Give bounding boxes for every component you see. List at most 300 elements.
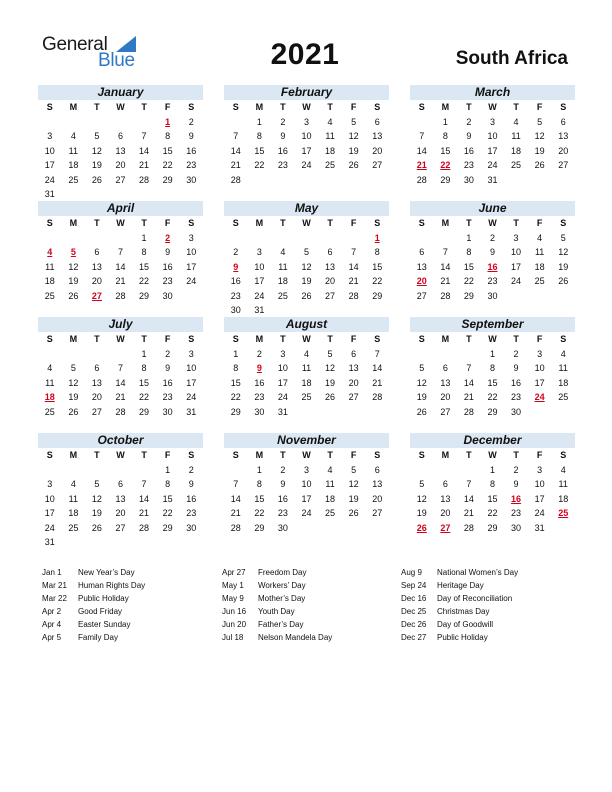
empty-cell <box>248 231 272 246</box>
weekday-label: T <box>327 450 333 460</box>
day: 26 <box>534 160 545 170</box>
day: 29 <box>372 290 383 301</box>
day: 3 <box>303 464 309 475</box>
day: 27 <box>115 522 126 533</box>
day: 30 <box>162 290 173 301</box>
month-june <box>410 201 575 303</box>
holiday-column <box>222 566 332 644</box>
weekday-label: T <box>94 102 100 112</box>
day: 29 <box>487 522 498 533</box>
day-grid <box>224 216 389 318</box>
day: 1 <box>442 116 448 127</box>
holiday-entry <box>401 631 518 644</box>
day: 14 <box>348 261 359 272</box>
holiday-column <box>42 566 145 644</box>
weekday-label: M <box>441 334 450 344</box>
day: 19 <box>416 508 427 518</box>
empty-cell <box>109 231 133 246</box>
day: 25 <box>68 522 79 533</box>
empty-cell <box>132 463 156 478</box>
weekday-label: S <box>560 334 567 344</box>
holiday-name: Father’s Day <box>258 620 304 629</box>
empty-cell <box>457 463 481 478</box>
day: 14 <box>230 493 241 504</box>
weekday-label: W <box>302 450 311 460</box>
day: 9 <box>513 479 519 489</box>
day: 19 <box>558 261 569 272</box>
day: 6 <box>327 247 333 257</box>
holiday-day: 9 <box>256 363 262 373</box>
day: 9 <box>165 363 171 373</box>
day: 1 <box>233 348 239 359</box>
month-may <box>224 201 389 318</box>
weekday-label: S <box>560 218 567 228</box>
day: 19 <box>348 493 359 504</box>
holiday-date: Mar 21 <box>42 581 67 590</box>
weekday-label: S <box>374 218 381 228</box>
weekday-label: M <box>69 218 78 228</box>
day: 26 <box>325 392 336 402</box>
day: 13 <box>91 261 102 272</box>
weekday-label: T <box>513 218 519 228</box>
day: 2 <box>188 116 194 127</box>
day: 11 <box>511 131 521 141</box>
empty-cell <box>132 115 156 130</box>
day: 13 <box>416 261 427 272</box>
day: 15 <box>162 145 173 156</box>
day: 20 <box>440 392 451 402</box>
day: 13 <box>372 479 383 489</box>
day: 8 <box>141 247 147 257</box>
weekday-label: F <box>536 218 543 228</box>
holiday-date: Apr 27 <box>222 568 246 577</box>
holiday-date: May 9 <box>222 594 244 603</box>
holiday-day: 16 <box>487 261 498 272</box>
empty-cell <box>109 463 133 478</box>
day: 10 <box>44 145 55 156</box>
day: 31 <box>534 522 545 533</box>
day: 5 <box>560 232 566 243</box>
day: 28 <box>139 522 150 533</box>
day: 20 <box>325 276 336 286</box>
day: 11 <box>325 131 335 141</box>
day: 13 <box>115 145 126 156</box>
day: 7 <box>117 247 123 257</box>
day: 30 <box>254 406 265 417</box>
weekday-label: F <box>164 102 171 112</box>
day: 12 <box>416 493 427 504</box>
day: 10 <box>186 363 197 373</box>
month-title: December <box>410 433 575 448</box>
day: 9 <box>489 247 495 257</box>
day: 9 <box>280 479 286 489</box>
day: 21 <box>348 276 359 286</box>
day: 19 <box>68 276 79 286</box>
day: 21 <box>463 508 474 518</box>
weekday-label: S <box>188 102 195 112</box>
weekday-label: S <box>374 334 381 344</box>
holiday-entry <box>401 605 518 618</box>
day: 12 <box>558 247 569 257</box>
weekday-label: T <box>94 450 100 460</box>
day: 5 <box>70 363 76 373</box>
holiday-name: Freedom Day <box>258 568 307 577</box>
month-title: May <box>224 201 389 216</box>
day: 11 <box>301 363 312 373</box>
day: 11 <box>558 479 568 489</box>
day: 21 <box>372 377 383 388</box>
empty-cell <box>224 463 248 478</box>
holiday-name: Mother’s Day <box>258 594 306 603</box>
day: 8 <box>466 247 472 257</box>
day: 1 <box>256 464 262 475</box>
holiday-day: 20 <box>416 276 427 286</box>
day: 14 <box>139 145 150 156</box>
holiday-name: Nelson Mandela Day <box>258 633 333 642</box>
holiday-name: Public Holiday <box>78 594 129 603</box>
day: 23 <box>511 508 522 518</box>
day: 9 <box>188 479 194 489</box>
weekday-label: T <box>466 450 472 460</box>
holiday-day: 9 <box>233 261 239 272</box>
weekday-label: W <box>116 102 125 112</box>
weekday-label: T <box>466 218 472 228</box>
day: 31 <box>254 305 265 315</box>
day: 24 <box>301 160 312 170</box>
weekday-label: W <box>116 218 125 228</box>
day: 3 <box>47 479 53 489</box>
day: 10 <box>254 261 265 272</box>
weekday-label: T <box>513 102 519 112</box>
holiday-name: Workers’ Day <box>258 581 306 590</box>
day: 29 <box>463 290 474 301</box>
weekday-label: F <box>536 102 543 112</box>
day: 6 <box>442 363 448 373</box>
month-january <box>38 85 203 202</box>
weekday-label: M <box>441 450 450 460</box>
day: 7 <box>117 363 123 373</box>
weekday-label: F <box>350 450 357 460</box>
month-november <box>224 433 389 535</box>
day: 17 <box>301 493 312 504</box>
day: 2 <box>233 247 239 257</box>
weekday-label: M <box>441 218 450 228</box>
day: 8 <box>489 363 495 373</box>
day: 21 <box>230 508 241 518</box>
holiday-name: Public Holiday <box>437 633 488 642</box>
day: 27 <box>91 406 102 417</box>
day: 8 <box>256 131 262 141</box>
holiday-entry <box>222 605 332 618</box>
day: 30 <box>186 522 197 533</box>
day: 17 <box>511 261 522 272</box>
day: 2 <box>466 116 472 127</box>
day: 30 <box>511 406 522 417</box>
weekday-label: S <box>418 218 425 228</box>
day: 19 <box>68 392 79 402</box>
day: 8 <box>233 363 239 373</box>
weekday-label: T <box>327 218 333 228</box>
day: 22 <box>254 160 265 170</box>
day: 17 <box>186 377 197 388</box>
day: 22 <box>487 508 498 518</box>
day: 6 <box>94 247 100 257</box>
day: 15 <box>254 493 265 504</box>
day: 16 <box>254 377 265 388</box>
day: 30 <box>230 305 241 315</box>
day: 17 <box>487 145 498 156</box>
day: 10 <box>186 247 197 257</box>
day: 23 <box>487 276 498 286</box>
day: 1 <box>141 348 147 359</box>
day: 31 <box>44 189 55 199</box>
day: 15 <box>139 261 150 272</box>
day: 7 <box>419 131 425 141</box>
holiday-day: 16 <box>511 493 522 504</box>
weekday-label: T <box>141 102 147 112</box>
day: 8 <box>256 479 262 489</box>
day: 29 <box>139 290 150 301</box>
day: 29 <box>254 522 265 533</box>
day: 3 <box>513 232 519 243</box>
logo-text-blue: Blue <box>98 50 135 71</box>
month-title: April <box>38 201 203 216</box>
day: 26 <box>68 290 79 301</box>
day: 23 <box>277 508 288 518</box>
day: 20 <box>372 145 383 156</box>
weekday-label: T <box>466 334 472 344</box>
day: 21 <box>115 276 126 286</box>
empty-cell <box>62 231 86 246</box>
day: 30 <box>511 522 522 533</box>
day: 25 <box>277 290 288 301</box>
day: 25 <box>558 392 569 402</box>
weekday-label: S <box>232 102 239 112</box>
day: 3 <box>256 247 262 257</box>
day: 3 <box>489 116 495 127</box>
month-march <box>410 85 575 187</box>
day: 29 <box>139 406 150 417</box>
holiday-date: Jun 20 <box>222 620 247 629</box>
day: 4 <box>560 464 566 475</box>
day: 17 <box>534 377 545 388</box>
day: 20 <box>115 508 126 518</box>
day: 15 <box>463 261 474 272</box>
day: 19 <box>416 392 427 402</box>
day: 25 <box>44 290 55 301</box>
day: 18 <box>325 145 336 156</box>
weekday-label: S <box>232 218 239 228</box>
empty-cell <box>85 115 109 130</box>
weekday-label: M <box>255 334 264 344</box>
holiday-entry <box>42 592 145 605</box>
day: 16 <box>186 493 197 504</box>
day: 30 <box>463 174 474 185</box>
day: 7 <box>141 479 147 489</box>
month-december <box>410 433 575 535</box>
day: 4 <box>327 116 333 127</box>
empty-cell <box>85 347 109 362</box>
day: 29 <box>230 406 241 417</box>
day: 19 <box>301 276 312 286</box>
holiday-name: New Year’s Day <box>78 568 135 577</box>
day: 26 <box>91 522 102 533</box>
day: 4 <box>327 464 333 475</box>
holiday-day: 26 <box>416 522 427 533</box>
day: 18 <box>558 493 569 504</box>
day: 26 <box>558 276 569 286</box>
holiday-entry <box>222 592 332 605</box>
month-august <box>224 317 389 419</box>
day: 11 <box>558 363 568 373</box>
holiday-day: 5 <box>70 247 76 257</box>
day: 7 <box>233 131 239 141</box>
day: 5 <box>94 479 100 489</box>
holiday-day: 1 <box>165 116 171 127</box>
day: 26 <box>301 290 312 301</box>
day: 11 <box>278 261 288 272</box>
empty-cell <box>85 231 109 246</box>
day: 28 <box>372 392 383 402</box>
day: 22 <box>372 276 383 286</box>
day: 11 <box>534 247 545 257</box>
weekday-label: F <box>350 102 357 112</box>
day-grid <box>410 448 575 535</box>
day: 28 <box>440 290 451 301</box>
day: 21 <box>115 392 126 402</box>
day: 4 <box>70 479 76 489</box>
day: 18 <box>68 508 79 518</box>
empty-cell <box>434 463 458 478</box>
day: 13 <box>440 493 451 504</box>
weekday-label: T <box>94 334 100 344</box>
day: 3 <box>188 348 194 359</box>
empty-cell <box>38 231 62 246</box>
day: 13 <box>558 131 569 141</box>
day: 12 <box>348 131 359 141</box>
day: 7 <box>442 247 448 257</box>
weekday-label: W <box>488 218 497 228</box>
weekday-label: W <box>302 102 311 112</box>
holiday-entry <box>42 618 145 631</box>
day: 1 <box>466 232 472 243</box>
day: 24 <box>186 392 197 402</box>
day: 31 <box>487 174 498 185</box>
empty-cell <box>109 115 133 130</box>
day: 29 <box>162 174 173 185</box>
day: 23 <box>277 160 288 170</box>
holiday-date: Apr 2 <box>42 607 62 616</box>
day: 20 <box>115 160 126 170</box>
day: 22 <box>230 392 241 402</box>
day: 10 <box>277 363 288 373</box>
day: 5 <box>419 363 425 373</box>
day: 20 <box>558 145 569 156</box>
day: 6 <box>419 247 425 257</box>
day: 15 <box>487 493 498 504</box>
day: 23 <box>186 160 197 170</box>
weekday-label: S <box>418 334 425 344</box>
weekday-label: M <box>69 334 78 344</box>
day: 20 <box>372 493 383 504</box>
day: 18 <box>68 160 79 170</box>
day: 14 <box>139 493 150 504</box>
day: 12 <box>301 261 312 272</box>
day-grid <box>38 100 203 202</box>
holiday-day: 1 <box>374 232 380 243</box>
day: 11 <box>325 479 335 489</box>
day: 20 <box>91 276 102 286</box>
holiday-day: 4 <box>47 247 53 257</box>
holiday-day: 25 <box>558 508 569 518</box>
day: 3 <box>188 232 194 243</box>
day: 8 <box>165 131 171 141</box>
month-title: March <box>410 85 575 100</box>
weekday-label: M <box>69 102 78 112</box>
day: 28 <box>115 406 126 417</box>
day: 3 <box>537 464 543 475</box>
day: 9 <box>188 131 194 141</box>
day: 7 <box>374 348 380 359</box>
day: 14 <box>115 261 126 272</box>
holiday-entry <box>222 618 332 631</box>
day: 16 <box>162 261 173 272</box>
day: 2 <box>256 348 262 359</box>
day: 27 <box>416 290 427 301</box>
weekday-label: T <box>141 334 147 344</box>
day: 10 <box>44 493 55 504</box>
day: 4 <box>303 348 309 359</box>
day-grid <box>38 216 203 303</box>
day: 28 <box>230 174 241 185</box>
holiday-name: Day of Reconciliation <box>437 594 513 603</box>
empty-cell <box>410 347 434 362</box>
day: 8 <box>141 363 147 373</box>
day: 1 <box>165 464 171 475</box>
day: 30 <box>162 406 173 417</box>
month-july <box>38 317 203 419</box>
day: 9 <box>280 131 286 141</box>
holiday-entry <box>401 592 518 605</box>
day: 8 <box>165 479 171 489</box>
day: 16 <box>162 377 173 388</box>
day: 4 <box>560 348 566 359</box>
holiday-date: Jun 16 <box>222 607 247 616</box>
day: 2 <box>280 116 286 127</box>
day: 14 <box>115 377 126 388</box>
holiday-date: Dec 16 <box>401 594 427 603</box>
holiday-day: 2 <box>165 232 171 243</box>
day: 25 <box>44 406 55 417</box>
day: 5 <box>94 131 100 141</box>
country-name: South Africa <box>455 48 568 69</box>
day: 7 <box>351 247 357 257</box>
holiday-name: Christmas Day <box>437 607 490 616</box>
weekday-label: W <box>302 218 311 228</box>
day: 28 <box>115 290 126 301</box>
weekday-label: W <box>488 334 497 344</box>
month-title: November <box>224 433 389 448</box>
day: 22 <box>463 276 474 286</box>
day: 8 <box>489 479 495 489</box>
weekday-label: T <box>327 102 333 112</box>
day: 20 <box>91 392 102 402</box>
month-title: September <box>410 317 575 332</box>
holiday-day: 27 <box>91 290 102 301</box>
day: 21 <box>139 508 150 518</box>
day: 12 <box>91 493 102 504</box>
holiday-date: Mar 22 <box>42 594 67 603</box>
